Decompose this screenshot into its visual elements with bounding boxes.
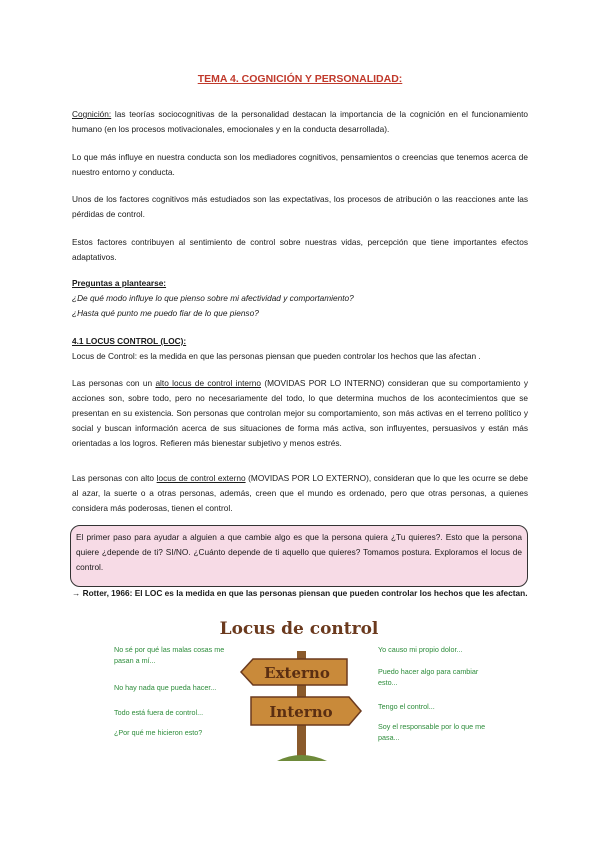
callout-box: El primer paso para ayudar a alguien a que cambie algo es que la persona quiera ¿Tu quieres?. Esto que la persona quiere ¿depende de ti? SI/NO. ¿Cuánto depende de ti aquello que quieres? Tomamos postura. Exploramos el locus de control. (70, 525, 528, 587)
rotter-paragraph: → Rotter, 1966: El LOC es la medida en que las personas piensan que pueden controlar los hechos que les afectan. (72, 588, 528, 598)
question-1: ¿De qué modo influye lo que pienso sobre mi afectividad y comportamiento? (72, 293, 354, 303)
loc-definition: Locus de Control: es la medida en que las personas piensan que pueden controlar los hechos que las afectan . (72, 351, 481, 361)
external-phrase-4: ¿Por qué me hicieron esto? (114, 728, 203, 737)
illustration-title: Locus de control (219, 619, 379, 639)
internal-locus-paragraph (72, 376, 528, 451)
cognition-paragraph (72, 107, 528, 137)
external-locus-text-b: (MOVIDAS POR LO EXTERNO), consideran que lo que les ocurre se debe al azar, la suerte o a otras personas, además, creen que el mundo es ordenado, pero que otras personas, a quienes considera más poderosas, tienen el control. (72, 473, 528, 513)
internal-locus-text-a: Las personas con un (72, 378, 156, 388)
factors-paragraph: Unos de los factores cognitivos más estudiados son las expectativas, los procesos de atribución o las reacciones ante las pérdidas de control. (72, 194, 528, 219)
mediators-paragraph: Lo que más influye en nuestra conducta son los mediadores cognitivos, pensamientos o creencias que tenemos acerca de nuestro entorno y conducta. (72, 152, 528, 177)
cognition-lead: Cognición: (72, 109, 112, 119)
internal-locus-text-b: (MOVIDAS POR LO INTERNO) consideran que su comportamiento y acciones son, sobre todo, pero no necesariamente del todo, lo que determina muchos de los acontecimientos que se presentan en su existencia. Son personas que controlan mejor su comportamiento, son más activas en el terreno político y social y buscan información acerca de sus situaciones de forma más activa, son influyentes, persuasivos y están más orientadas a los logros. Refieren más bienestar subjetivo y menos estrés. (72, 378, 528, 448)
external-locus-term: locus de control externo (156, 473, 246, 483)
loc-heading: 4.1 LOCUS CONTROL (LOC): (72, 336, 187, 346)
external-sign-text: Externo (264, 664, 330, 682)
internal-phrase-2: Puedo hacer algo para cambiar esto... (378, 667, 479, 687)
control-feeling-paragraph: Estos factores contribuyen al sentimiento de control sobre nuestras vidas, percepción que tiene importantes efectos adaptativos. (72, 237, 528, 262)
external-locus-paragraph (72, 471, 528, 516)
loc-section (72, 334, 528, 364)
external-phrase-2: No hay nada que pueda hacer... (114, 683, 217, 692)
page-title: TEMA 4. COGNICIÓN Y PERSONALIDAD: (197, 73, 403, 85)
external-locus-text-a: Las personas con alto (72, 473, 157, 483)
external-phrase-3: Todo está fuera de control... (114, 708, 204, 717)
question-2: ¿Hasta qué punto me puedo fiar de lo que pienso? (72, 308, 259, 318)
signpost-graphic (237, 641, 367, 761)
questions-heading: Preguntas a plantearse: (72, 278, 167, 288)
internal-phrase-1: Yo causo mi propio dolor... (378, 645, 463, 654)
internal-phrase-4: Soy el responsable por lo que me pasa... (378, 722, 486, 742)
locus-control-illustration (102, 611, 496, 761)
questions-block (72, 276, 528, 321)
internal-locus-term: alto locus de control interno (155, 378, 262, 388)
internal-phrase-3: Tengo el control... (378, 702, 435, 711)
grass-mound (277, 755, 327, 761)
internal-sign-text: Interno (269, 703, 333, 721)
external-phrase-1: No sé por qué las malas cosas me pasan a mí... (114, 645, 225, 665)
cognition-text: las teorías sociocognitivas de la personalidad destacan la importancia de la cognición en el funcionamiento humano (en los procesos motivacionales, emocionales y en la conducta desarrollada). (72, 109, 528, 134)
